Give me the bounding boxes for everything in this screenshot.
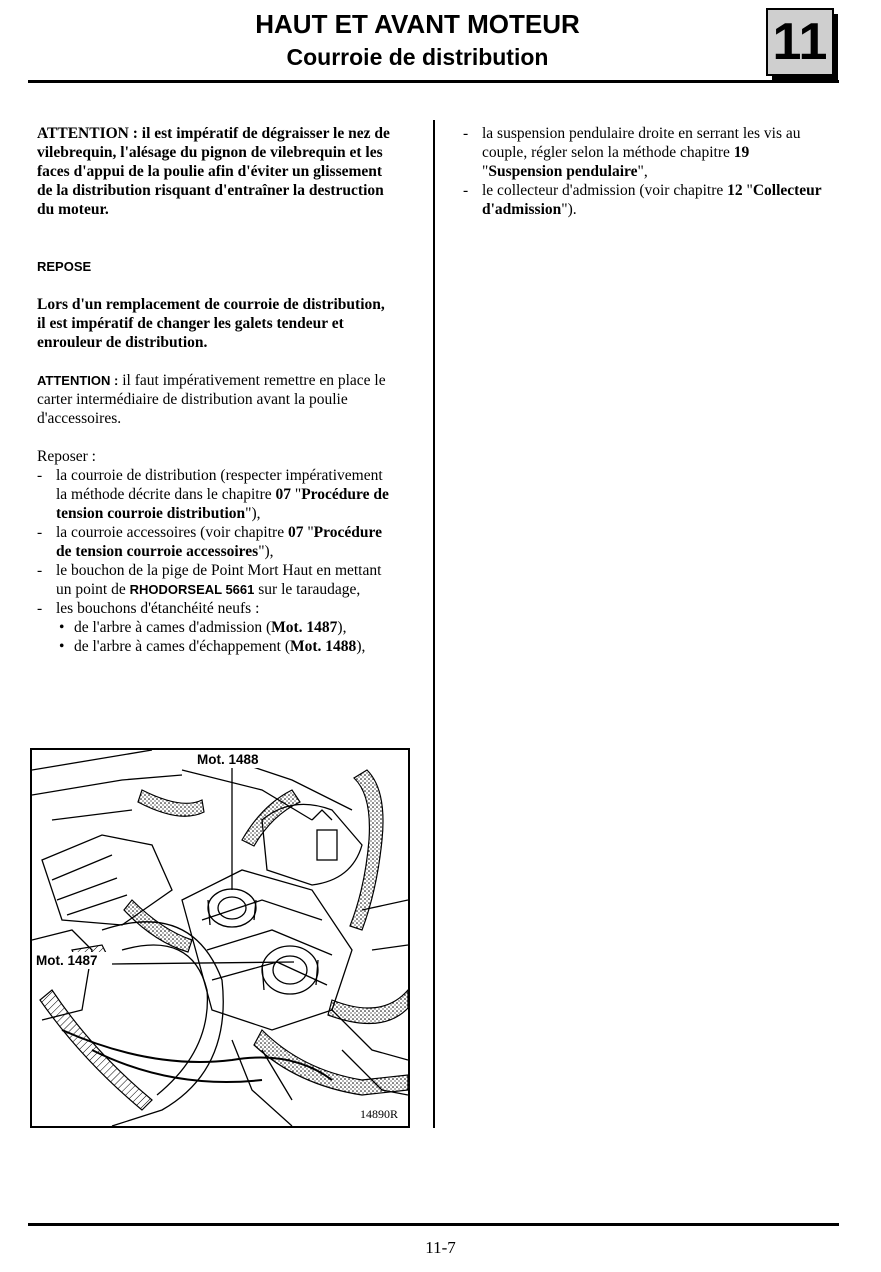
footer-divider xyxy=(28,1223,839,1226)
page-number: 11-7 xyxy=(425,1238,456,1257)
page-title xyxy=(0,8,835,74)
dash-marker: - xyxy=(37,600,43,617)
repose-heading: REPOSE xyxy=(37,259,92,274)
column-divider xyxy=(433,120,435,1128)
bullet-marker: • xyxy=(59,638,65,655)
list-item: - la courroie accessoires (voir chapitre 07 "Procédure de tension courroie accessoires"), xyxy=(37,524,382,560)
reference-link: Procédure de tension courroie distribution xyxy=(56,486,389,522)
section-subtitle: Courroie de distribution xyxy=(286,44,549,70)
figure-reference: 14890R xyxy=(359,1107,398,1121)
reposer-intro: Reposer : xyxy=(37,448,96,465)
attention-text: il faut impérativement remettre en place le carter intermédiaire de distribution avant la poulie d'accessoires. xyxy=(37,372,386,427)
attention-warning-1: ATTENTION : il est impératif de dégraisser le nez de vilebrequin, l'alésage du pignon de vilebrequin et les faces d'appui de la poulie afin d'éviter un glissement de la distribution risquant d'entraîner la destruction du moteur. xyxy=(37,125,390,218)
header-divider xyxy=(28,80,839,83)
reference-link: Procédure de tension courroie accessoires xyxy=(56,524,382,560)
sub-list-item: • de l'arbre à cames d'échappement (Mot. 1488), xyxy=(59,638,366,655)
reference-link: Collecteur d'admission xyxy=(482,182,822,218)
product-name: RHODORSEAL 5661 xyxy=(129,582,255,597)
attention-label: ATTENTION : xyxy=(37,373,119,388)
dash-marker: - xyxy=(37,524,43,541)
left-column xyxy=(37,124,397,656)
chapter-number-badge: 11 xyxy=(766,8,834,76)
list-item: - le bouchon de la pige de Point Mort Haut en mettant un point de RHODORSEAL 5661 sur le taraudage, xyxy=(37,562,382,598)
list-item: - les bouchons d'étanchéité neufs : xyxy=(37,600,260,617)
engine-drawing-icon xyxy=(32,750,408,1126)
dash-marker: - xyxy=(463,125,469,142)
replacement-note: Lors d'un remplacement de courroie de distribution, il est impératif de changer les galets tendeur et enrouleur de distribution. xyxy=(37,296,385,351)
tool-label-mot-1488: Mot. 1488 xyxy=(197,752,259,767)
section-title: HAUT ET AVANT MOTEUR xyxy=(255,9,580,39)
tool-label-mot-1487: Mot. 1487 xyxy=(36,953,98,968)
attention-warning-2 xyxy=(37,371,397,428)
dash-marker: - xyxy=(463,182,469,199)
right-column xyxy=(463,124,823,219)
reference-link: Suspension pendulaire xyxy=(488,163,638,180)
list-item: - le collecteur d'admission (voir chapitre 12 "Collecteur d'admission"). xyxy=(463,182,822,218)
engine-illustration xyxy=(30,748,410,1128)
bullet-marker: • xyxy=(59,619,65,636)
list-item: - la courroie de distribution (respecter impérativement la méthode décrite dans le chapitre 07 "Procédure de tension courroie distribution"), xyxy=(37,467,389,522)
dash-marker: - xyxy=(37,467,43,484)
list-item: - la suspension pendulaire droite en serrant les vis au couple, régler selon la méthode chapitre 19 "Suspension pendulaire", xyxy=(463,125,801,180)
dash-marker: - xyxy=(37,562,43,579)
sub-list-item: • de l'arbre à cames d'admission (Mot. 1487), xyxy=(59,619,347,636)
